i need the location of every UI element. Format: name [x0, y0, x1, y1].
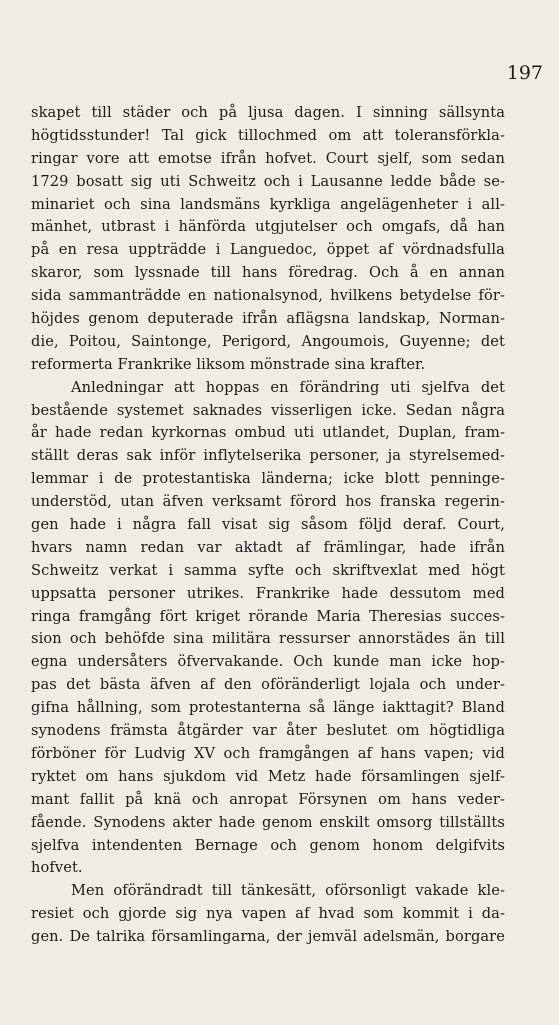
text-line: ringar vore att emotse ifrån hofvet. Court sjelf, som sedan: [31, 149, 505, 167]
text-line: år hade redan kyrkornas ombud uti utlandet, Duplan, fram-: [31, 424, 505, 442]
page-number: 197: [506, 62, 543, 84]
text-line: pas det bästa äfven af den oföränderligt lojala och under-: [31, 676, 505, 694]
text-line: 1729 bosatt sig uti Schweitz och i Lausanne ledde både se-: [31, 172, 505, 190]
text-line: gen hade i några fall visat sig såsom följd deraf. Court,: [31, 516, 505, 534]
body-text: [31, 102, 505, 949]
text-line: resiet och gjorde sig nya vapen af hvad som kommit i da-: [31, 905, 505, 923]
text-line: ryktet om hans sjukdom vid Metz hade församlingen sjelf-: [31, 767, 505, 785]
text-line: gifna hållning, som protestanterna så länge iakttagit? Bland: [31, 699, 505, 717]
text-line: Schweitz verkat i samma syfte och skriftvexlat med högt: [31, 561, 505, 579]
text-line: hvars namn redan var aktadt af främlingar, hade ifrån: [31, 538, 505, 556]
text-line: sida sammanträdde en nationalsynod, hvilkens betydelse för-: [31, 287, 505, 305]
text-line: fående. Synodens akter hade genom enskilt omsorg tillställts: [31, 813, 505, 831]
text-line: skaror, som lyssnade till hans föredrag. Och å en annan: [31, 264, 505, 282]
text-line: gen. De talrika församlingarna, der jemväl adelsmän, borgare: [31, 928, 505, 946]
text-line: synodens främsta åtgärder var åter beslutet om högtidliga: [31, 722, 505, 740]
text-line: höjdes genom deputerade ifrån aflägsna landskap, Norman-: [31, 310, 505, 328]
text-line: minariet och sina landsmäns kyrkliga angelägenheter i all-: [31, 195, 505, 213]
text-line: bestående systemet saknades visserligen icke. Sedan några: [31, 401, 505, 419]
text-line: uppsatta personer utrikes. Frankrike hade dessutom med: [31, 584, 505, 602]
text-line: ställt deras sak inför inflytelserika personer, ja styrelsemed-: [31, 447, 505, 465]
text-line: sion och behöfde sina militära ressurser annorstädes än till: [31, 630, 505, 648]
text-line: die, Poitou, Saintonge, Perigord, Angoumois, Guyenne; det: [31, 332, 505, 350]
text-line: mant fallit på knä och anropat Försynen om hans veder-: [31, 790, 505, 808]
text-line: reformerta Frankrike liksom mönstrade sina krafter.: [31, 355, 426, 373]
text-line: egna undersåters öfvervakande. Och kunde man icke hop-: [31, 653, 505, 671]
text-line: understöd, utan äfven verksamt förord hos franska regerin-: [31, 493, 505, 511]
text-line: hofvet.: [31, 859, 83, 877]
text-line: på en resa uppträdde i Languedoc, öppet af vördnadsfulla: [31, 241, 505, 259]
text-line: Men oförändradt till tänkesätt, oförsonligt vakade kle-: [71, 882, 505, 900]
text-line: skapet till städer och på ljusa dagen. I sinning sällsynta: [31, 104, 505, 121]
text-line: sjelfva intendenten Bernage och genom honom delgifvits: [31, 836, 505, 854]
text-line: Anledningar att hoppas en förändring uti sjelfva det: [71, 378, 505, 396]
text-line: ringa framgång fört kriget rörande Maria Theresias succes-: [31, 607, 505, 625]
text-line: lemmar i de protestantiska länderna; icke blott penninge-: [31, 470, 505, 488]
text-line: förböner för Ludvig XV och framgången af hans vapen; vid: [31, 744, 505, 762]
text-line: högtidsstunder! Tal gick tillochmed om att toleransförkla-: [31, 126, 505, 144]
text-line: mänhet, utbrast i hänförda utgjutelser och omgafs, då han: [31, 218, 505, 236]
